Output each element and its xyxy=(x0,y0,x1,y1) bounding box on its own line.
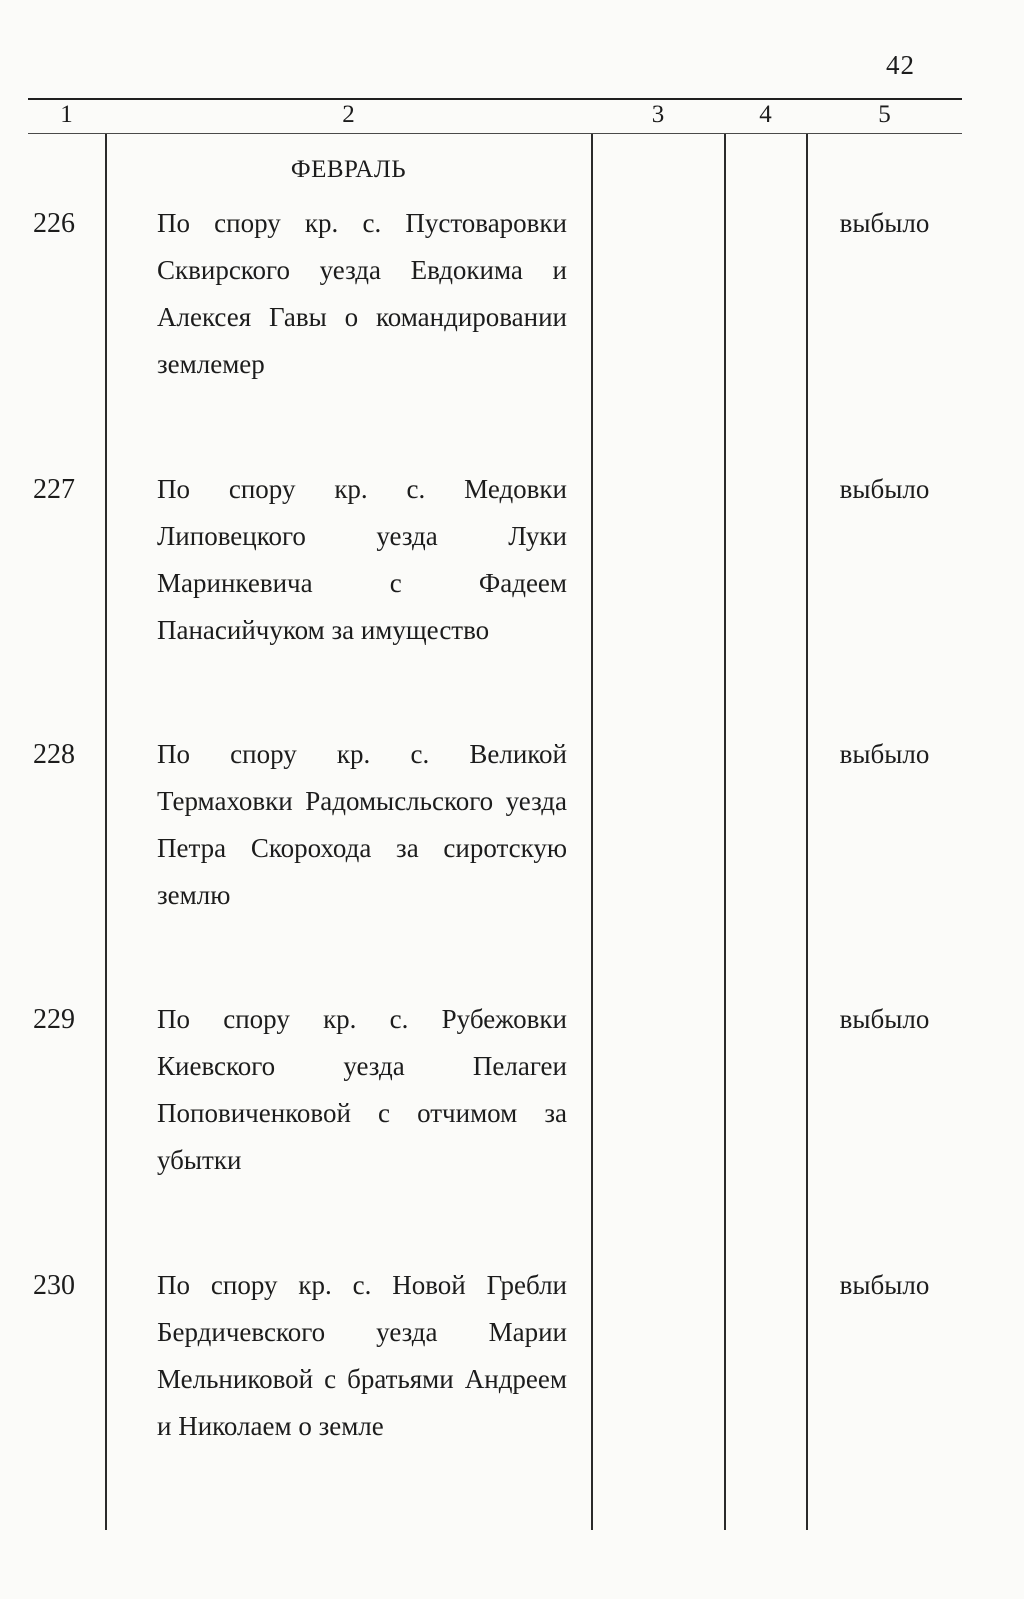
entry-number: 226 xyxy=(33,208,75,239)
column-divider-2 xyxy=(591,134,593,1530)
column-header-4: 4 xyxy=(759,101,772,128)
entry-number: 230 xyxy=(33,1270,75,1301)
page-number: 42 xyxy=(886,50,915,80)
entry-description: По спору кр. с. Новой Гребли Бердичевского уезда Марии Мельниковой с братьями Андреем и Николаем о земле xyxy=(157,1270,567,1441)
entry-description: По спору кр. с. Медовки Липовецкого уезда Луки Маринкевича с Фадеем Панасийчуком за имущество xyxy=(157,474,567,645)
table-header-rule xyxy=(28,133,962,134)
entry-status: выбыло xyxy=(839,739,930,769)
entry-number: 227 xyxy=(33,474,75,505)
entry-description: По спору кр. с. Великой Термаховки Радомысльского уезда Петра Скорохода за сиротскую землю xyxy=(157,739,567,910)
table-top-rule xyxy=(28,98,962,100)
entry-number: 229 xyxy=(33,1004,75,1035)
column-header-2: 2 xyxy=(342,101,355,128)
column-divider-4 xyxy=(806,134,808,1530)
entry-status: выбыло xyxy=(839,474,930,504)
column-header-3: 3 xyxy=(651,101,665,128)
entry-status: выбыло xyxy=(839,1004,930,1034)
column-divider-3 xyxy=(724,134,726,1530)
column-header-5: 5 xyxy=(878,101,891,128)
entry-description: По спору кр. с. Пустоваровки Сквирского уезда Евдокима и Алексея Гавы о командировании землемер xyxy=(157,208,567,379)
entry-description: По спору кр. с. Рубежовки Киевского уезда Пелагеи Поповиченковой с отчимом за убытки xyxy=(157,1004,567,1175)
entry-number: 228 xyxy=(33,739,75,770)
column-header-1: 1 xyxy=(60,101,73,128)
column-divider-1 xyxy=(105,134,107,1530)
entry-status: выбыло xyxy=(839,208,930,238)
entry-status: выбыло xyxy=(839,1270,930,1300)
section-heading: ФЕВРАЛЬ xyxy=(290,156,407,183)
